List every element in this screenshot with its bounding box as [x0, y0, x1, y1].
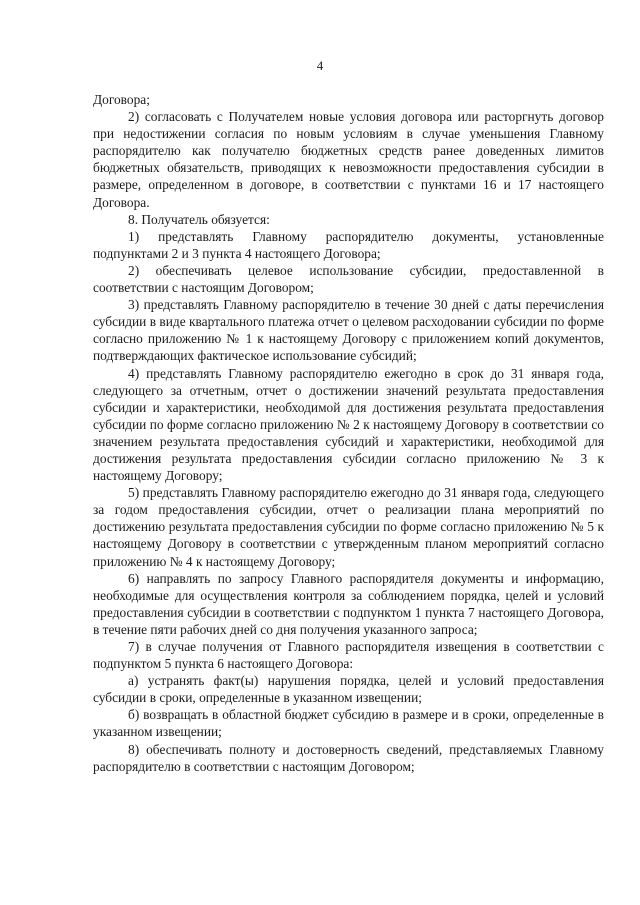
paragraph: 2) согласовать с Получателем новые условия договора или расторгнуть договор при недостижении согласия по новым условиям в случае уменьшения Главному распорядителю как получателю бюджетных средств ранее доведенных лимитов бюджетных обязательств, приводящих к невозможности предоставления субсидии в размере, определенном в договоре, в соответствии с пунктами 16 и 17 настоящего Договора.: [93, 109, 604, 210]
page-number: 4: [316, 58, 324, 73]
paragraph: 7) в случае получения от Главного распорядителя извещения в соответствии с подпунктом 5 пункта 6 настоящего Договора:: [93, 639, 604, 672]
paragraph: 5) представлять Главному распорядителю ежегодно до 31 января года, следующего за годом предоставления субсидии, отчет о реализации плана мероприятий по достижению результата предоставления субсидии по форме согласно приложению № 5 к настоящему Договору в соответствии с утвержденным планом мероприятий согласно приложению № 4 к настоящему Договору;: [93, 485, 604, 569]
section-heading: 8. Получатель обязуется:: [128, 211, 270, 227]
paragraph: 2) обеспечивать целевое использование субсидии, предоставленной в соответствии с настоящим Договором;: [93, 262, 604, 296]
paragraph: 8) обеспечивать полноту и достоверность сведений, представляемых Главному распорядителю в соответствии с настоящим Договором;: [93, 741, 604, 774]
paragraph: 1) представлять Главному распорядителю документы, установленные подпунктами 2 и 3 пункта 4 настоящего Договора;: [93, 228, 604, 261]
document-body: [93, 91, 604, 775]
paragraph: б) возвращать в областной бюджет субсидию в размере и в сроки, определенные в указанном извещении;: [93, 707, 604, 740]
paragraph: 6) направлять по запросу Главного распорядителя документы и информацию, необходимые для осуществления контроля за соблюдением порядка, целей и условий предоставления субсидии в соответствии с подпунктом 1 пункта 7 настоящего Договора, в течение пяти рабочих дней со дня получения указанного запроса;: [93, 570, 604, 637]
paragraph: Договора;: [93, 92, 150, 107]
paragraph: а) устранять факт(ы) нарушения порядка, целей и условий предоставления субсидии в сроки, определенные в указанном извещении;: [93, 673, 604, 706]
paragraph: 3) представлять Главному распорядителю в течение 30 дней с даты перечисления субсидии в виде квартального платежа отчет о целевом расходовании субсидии по форме согласно приложению № 1 к настоящему Договору с приложением копий документов, подтверждающих фактическое использование субсидий;: [93, 297, 604, 364]
paragraph: 4) представлять Главному распорядителю ежегодно в срок до 31 января года, следующего за отчетным, отчет о достижении значений результата предоставления субсидии и характеристики, необходимой для достижения результата предоставления субсидии по форме согласно приложению № 2 к настоящему Договору в соответствии со значением результата предоставления субсидий и характеристики, необходимой для достижения результата предоставления субсидии согласно приложению № 3 к настоящему Договору;: [93, 365, 604, 484]
